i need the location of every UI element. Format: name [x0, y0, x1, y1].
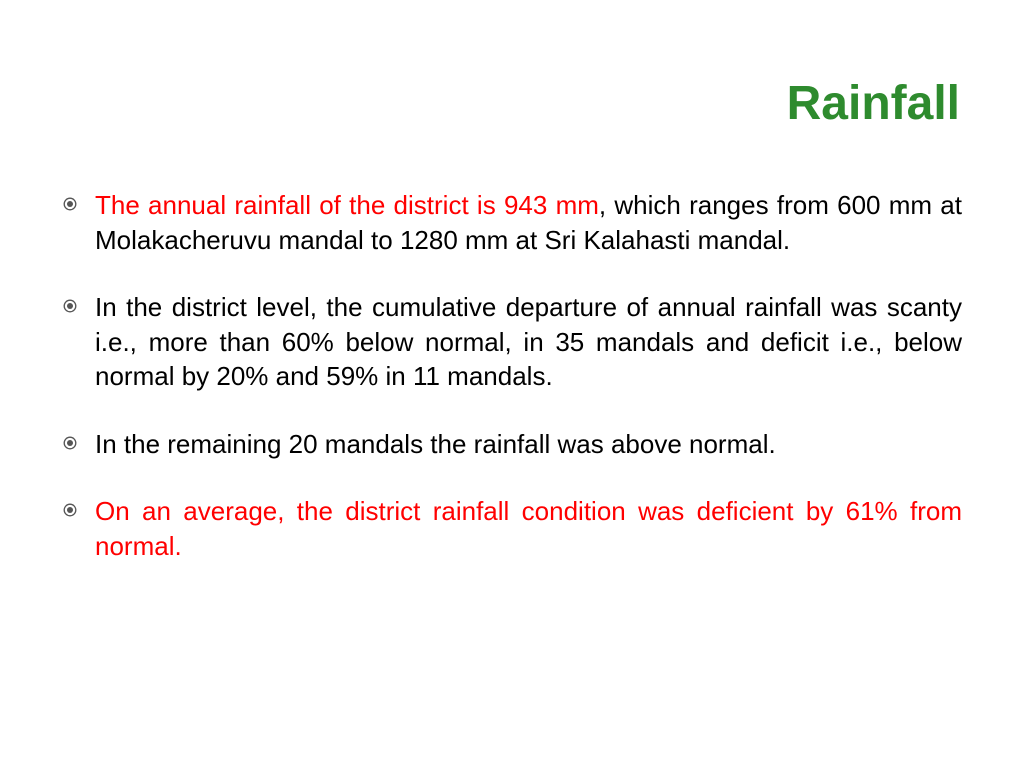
- bullet-item-cumulative-departure: [58, 290, 962, 394]
- circled-dot-icon: [63, 503, 77, 517]
- slide-title: Rainfall: [786, 77, 960, 130]
- bullet-text: In the remaining 20 mandals the rainfall was above normal.: [95, 428, 776, 459]
- bullet-text-rest: , which ranges from 600 mm at Molakacheruvu mandal to 1280 mm at Sri Kalahasti mandal.: [95, 190, 962, 255]
- bullet-list: [58, 188, 962, 563]
- bullet-text: In the district level, the cumulative departure of annual rainfall was scanty i.e., more than 60% below normal, in 35 mandals and deficit i.e., below normal by 20% and 59% in 11 mandals.: [95, 292, 962, 391]
- bullet-item-remaining-mandals: [58, 427, 962, 462]
- circled-dot-icon: [63, 436, 77, 450]
- bullet-item-annual-rainfall: [58, 188, 962, 257]
- circled-dot-icon: [63, 299, 77, 313]
- bullet-item-average-deficiency: [58, 494, 962, 563]
- bullet-text: [95, 188, 962, 257]
- bullet-text: On an average, the district rainfall condition was deficient by 61% from normal.: [95, 496, 962, 561]
- circled-dot-icon: [63, 197, 77, 211]
- highlighted-text: The annual rainfall of the district is 943 mm: [95, 190, 599, 220]
